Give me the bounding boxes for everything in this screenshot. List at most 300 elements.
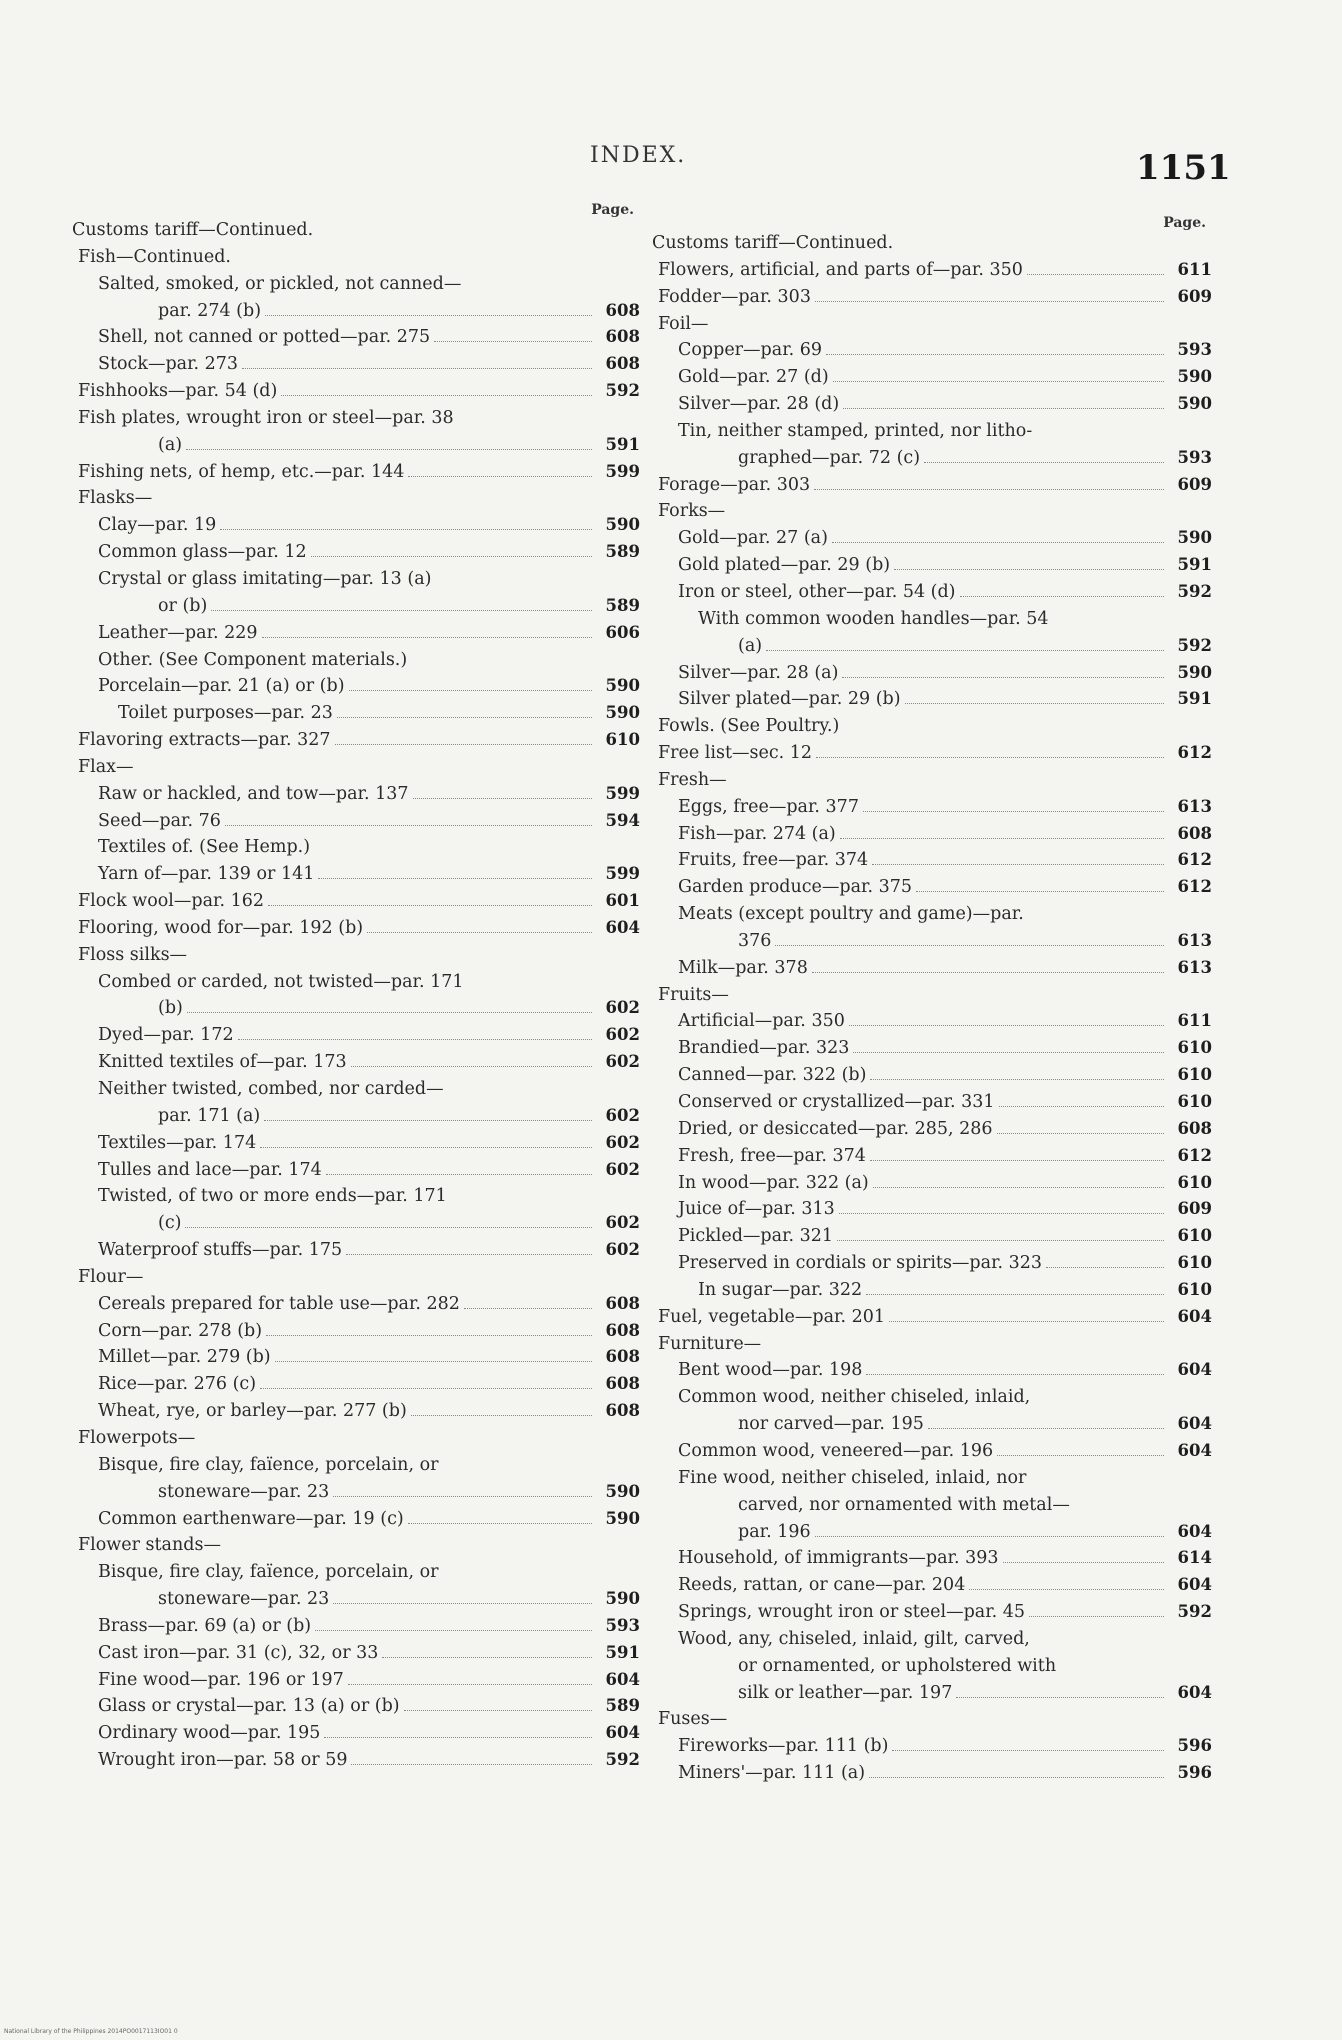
- index-entry-text: Fishhooks—par. 54 (d): [78, 381, 278, 402]
- index-entry: [652, 1465, 1212, 1492]
- dot-leader: [889, 1320, 1164, 1322]
- dot-leader: [337, 716, 592, 718]
- index-entry-text: Wrought iron—par. 58 or 59: [98, 1750, 348, 1771]
- index-entry-page: 589: [605, 595, 640, 615]
- index-entry-text: Combed or carded, not twisted—par. 171: [98, 971, 464, 992]
- index-entry-page: 608: [605, 354, 640, 374]
- dot-leader: [211, 609, 592, 611]
- index-entry-text: Fruits—: [658, 984, 729, 1005]
- dot-leader: [1003, 1561, 1164, 1563]
- index-entry: [652, 606, 1212, 633]
- index-entry-text: Copper—par. 69: [678, 340, 823, 361]
- index-entry-text: Fresh, free—par. 374: [678, 1145, 866, 1166]
- index-entry: [72, 593, 640, 620]
- index-entries: [652, 218, 1212, 1787]
- index-entry-text: Iron or steel, other—par. 54 (d): [678, 581, 956, 602]
- index-entry: [652, 230, 1212, 257]
- index-entry: [72, 217, 640, 244]
- index-entry-page: 608: [605, 1320, 640, 1340]
- index-entry: [72, 324, 640, 351]
- index-entry-page: 599: [605, 864, 640, 884]
- index-entry: [652, 1062, 1212, 1089]
- index-entry-page: 592: [1177, 1602, 1212, 1622]
- dot-leader: [840, 837, 1164, 839]
- dot-leader: [866, 1293, 1164, 1295]
- index-entry: [72, 485, 640, 512]
- index-entry-text: or ornamented, or upholstered with: [738, 1655, 1057, 1676]
- index-entry-text: Garden produce—par. 375: [678, 877, 913, 898]
- index-entry-text: Gold—par. 27 (a): [678, 528, 828, 549]
- index-entry-text: Free list—sec. 12: [658, 743, 813, 764]
- index-entry-text: Fuel, vegetable—par. 201: [658, 1306, 886, 1327]
- index-entry: [72, 378, 640, 405]
- index-entry-text: Canned—par. 322 (b): [678, 1065, 867, 1086]
- index-entry: [652, 1706, 1212, 1733]
- index-entry: [72, 1183, 640, 1210]
- index-entry-page: 591: [605, 1642, 640, 1662]
- index-entry-text: Seed—par. 76: [98, 810, 221, 831]
- index-entry: [652, 284, 1212, 311]
- index-entry-text: Toilet purposes—par. 23: [118, 703, 333, 724]
- dot-leader: [916, 890, 1164, 892]
- index-entry: [652, 713, 1212, 740]
- index-entry: [72, 1720, 640, 1747]
- index-entry-text: Customs tariff—Continued.: [652, 233, 894, 253]
- index-entry-text: Ordinary wood—par. 195: [98, 1723, 321, 1744]
- dot-leader: [853, 1051, 1164, 1053]
- index-entry: [652, 928, 1212, 955]
- dot-leader: [264, 1119, 592, 1121]
- index-entry: [72, 781, 640, 808]
- index-entry: [72, 969, 640, 996]
- dot-leader: [814, 488, 1164, 490]
- index-column-right: [652, 215, 1212, 1787]
- index-entry-page: 604: [605, 1669, 640, 1689]
- index-entry-page: 608: [605, 300, 640, 320]
- index-entry-text: Springs, wrought iron or steel—par. 45: [678, 1602, 1026, 1623]
- dot-leader: [1029, 1615, 1164, 1617]
- dot-leader: [311, 555, 592, 557]
- index-entry-text: Foil—: [658, 313, 709, 334]
- index-entry-page: 608: [1177, 1118, 1212, 1138]
- dot-leader: [266, 1334, 592, 1336]
- index-entry-text: Flock wool—par. 162: [78, 891, 264, 912]
- dot-leader: [413, 797, 592, 799]
- index-entry-text: Pickled—par. 321: [678, 1226, 834, 1247]
- index-entry: [652, 391, 1212, 418]
- dot-leader: [187, 1011, 592, 1013]
- index-entry-text: Fuses—: [658, 1709, 728, 1730]
- index-entry: [652, 821, 1212, 848]
- dot-leader: [281, 394, 592, 396]
- index-entry-page: 604: [1177, 1306, 1212, 1326]
- index-entry-text: Cereals prepared for table use—par. 282: [98, 1293, 460, 1314]
- index-entry: [72, 1237, 640, 1264]
- index-entry-page: 614: [1177, 1548, 1212, 1568]
- index-entry-page: 589: [605, 542, 640, 562]
- dot-leader: [894, 568, 1164, 570]
- index-entry: [72, 1344, 640, 1371]
- index-entry: [652, 1760, 1212, 1787]
- index-entry: [652, 1626, 1212, 1653]
- index-entry-page: 599: [605, 461, 640, 481]
- index-entry-page: 591: [1177, 555, 1212, 575]
- index-entry-page: 604: [1177, 1575, 1212, 1595]
- index-entry: [72, 1747, 640, 1774]
- dot-leader: [997, 1454, 1164, 1456]
- index-entry-text: Fish—Continued.: [78, 246, 231, 267]
- dot-leader: [775, 944, 1164, 946]
- index-entry-text: (c): [158, 1213, 182, 1234]
- index-entry: [652, 1733, 1212, 1760]
- index-entry-text: Rice—par. 276 (c): [98, 1374, 257, 1395]
- running-head: INDEX.: [590, 143, 687, 168]
- index-entry: [72, 432, 640, 459]
- index-entry: [72, 1586, 640, 1613]
- index-entry-page: 604: [1177, 1360, 1212, 1380]
- index-entry-text: Clay—par. 19: [98, 515, 217, 536]
- index-entry: [652, 525, 1212, 552]
- dot-leader: [351, 1763, 592, 1765]
- index-entry: [652, 1304, 1212, 1331]
- index-entry-page: 602: [605, 998, 640, 1018]
- index-entry-text: Waterproof stuffs—par. 175: [98, 1240, 343, 1261]
- index-entry-page: 596: [1177, 1763, 1212, 1783]
- index-entry: [72, 861, 640, 888]
- dot-leader: [832, 541, 1164, 543]
- index-entry: [652, 1599, 1212, 1626]
- dot-leader: [348, 1683, 592, 1685]
- index-entry-text: Stock—par. 273: [98, 354, 239, 375]
- index-entry-text: Twisted, of two or more ends—par. 171: [98, 1186, 447, 1207]
- index-entry: [72, 1693, 640, 1720]
- dot-leader: [408, 475, 592, 477]
- dot-leader: [826, 353, 1164, 355]
- index-entry-page: 592: [1177, 635, 1212, 655]
- index-entry: [72, 1479, 640, 1506]
- index-entry-text: Salted, smoked, or pickled, not canned—: [98, 273, 462, 294]
- dot-leader: [960, 595, 1164, 597]
- index-entry: [652, 847, 1212, 874]
- index-entry-text: (a): [738, 635, 763, 656]
- index-entry-text: Wheat, rye, or barley—par. 277 (b): [98, 1401, 407, 1422]
- index-entry-page: 596: [1177, 1736, 1212, 1756]
- dot-leader: [905, 702, 1164, 704]
- index-entry-page: 604: [605, 1723, 640, 1743]
- dot-leader: [866, 1373, 1164, 1375]
- dot-leader: [1046, 1266, 1164, 1268]
- index-entry: [72, 1532, 640, 1559]
- index-entry: [72, 834, 640, 861]
- index-entry-text: Milk—par. 378: [678, 957, 808, 978]
- index-entry-page: 594: [605, 810, 640, 830]
- index-entry-page: 592: [605, 381, 640, 401]
- index-entry-page: 602: [605, 1052, 640, 1072]
- index-entry-text: Flasks—: [78, 488, 153, 509]
- index-entry-text: Common earthenware—par. 19 (c): [98, 1508, 404, 1529]
- index-entry-text: Gold—par. 27 (d): [678, 367, 829, 388]
- index-entry: [72, 1452, 640, 1479]
- index-entry-page: 612: [1177, 743, 1212, 763]
- dot-leader: [238, 1038, 592, 1040]
- index-entry: [72, 673, 640, 700]
- dot-leader: [464, 1307, 592, 1309]
- index-entry: [72, 298, 640, 325]
- index-entry-page: 592: [1177, 581, 1212, 601]
- index-entry-page: 590: [1177, 528, 1212, 548]
- index-entry: [72, 942, 640, 969]
- index-entry: [72, 512, 640, 539]
- index-entry-text: Brandied—par. 323: [678, 1038, 850, 1059]
- dot-leader: [766, 649, 1164, 651]
- index-entry-text: Porcelain—par. 21 (a) or (b): [98, 676, 345, 697]
- index-entry: [72, 1210, 640, 1237]
- index-entry-text: Brass—par. 69 (a) or (b): [98, 1615, 312, 1636]
- index-entry: [72, 620, 640, 647]
- index-entry: [652, 1545, 1212, 1572]
- index-entry: [652, 955, 1212, 982]
- index-entry-text: Customs tariff—Continued.: [72, 220, 314, 240]
- index-entry: [72, 1157, 640, 1184]
- index-entry-text: Shell, not canned or potted—par. 275: [98, 327, 431, 348]
- index-entry-text: Fine wood—par. 196 or 197: [98, 1669, 344, 1690]
- index-entry-text: Silver—par. 28 (a): [678, 662, 839, 683]
- index-entry-text: Household, of immigrants—par. 393: [678, 1548, 999, 1569]
- index-entry: [652, 1277, 1212, 1304]
- index-entry-text: Flowerpots—: [78, 1427, 196, 1448]
- index-entry: [652, 1653, 1212, 1680]
- index-entry: [72, 1264, 640, 1291]
- dot-leader: [318, 877, 592, 879]
- index-entry-text: Dried, or desiccated—par. 285, 286: [678, 1118, 993, 1139]
- index-entry-text: Common wood, neither chiseled, inlaid,: [678, 1387, 1031, 1408]
- index-entry: [72, 1291, 640, 1318]
- dot-leader: [349, 689, 592, 691]
- index-entry: [72, 808, 640, 835]
- dot-leader: [262, 636, 592, 638]
- index-entry-text: Floss silks—: [78, 944, 188, 965]
- index-entry-page: 606: [605, 622, 640, 642]
- index-entry-text: Corn—par. 278 (b): [98, 1320, 263, 1341]
- index-entry-text: Fishing nets, of hemp, etc.—par. 144: [78, 461, 405, 482]
- index-entry-page: 612: [1177, 1145, 1212, 1165]
- index-entry-text: (a): [158, 434, 183, 455]
- dot-leader: [956, 1696, 1164, 1698]
- index-entry-text: Silver plated—par. 29 (b): [678, 689, 901, 710]
- dot-leader: [872, 863, 1164, 865]
- index-entry: [652, 686, 1212, 713]
- index-entry-text: Dyed—par. 172: [98, 1025, 234, 1046]
- index-entry: [652, 552, 1212, 579]
- index-entry-page: 604: [1177, 1414, 1212, 1434]
- index-entry-text: Fresh—: [658, 769, 727, 790]
- dot-leader: [326, 1173, 592, 1175]
- index-entry-text: Millet—par. 279 (b): [98, 1347, 271, 1368]
- index-entry: [652, 498, 1212, 525]
- index-entry: [72, 1559, 640, 1586]
- dot-leader: [837, 1239, 1164, 1241]
- dot-leader: [969, 1588, 1164, 1590]
- index-entry-text: Flooring, wood for—par. 192 (b): [78, 917, 364, 938]
- index-entry-page: 602: [605, 1213, 640, 1233]
- index-entry-text: Wood, any, chiseled, inlaid, gilt, carved,: [678, 1628, 1030, 1649]
- index-entry: [652, 1438, 1212, 1465]
- index-entry-text: carved, nor ornamented with metal—: [738, 1494, 1070, 1515]
- index-entry-page: 611: [1177, 259, 1212, 279]
- index-entry: [652, 257, 1212, 284]
- index-entry-text: Raw or hackled, and tow—par. 137: [98, 783, 409, 804]
- index-entry: [652, 767, 1212, 794]
- index-entry: [652, 364, 1212, 391]
- dot-leader: [842, 676, 1164, 678]
- index-entry-text: Tulles and lace—par. 174: [98, 1159, 322, 1180]
- index-entry: [652, 1143, 1212, 1170]
- dot-leader: [367, 931, 592, 933]
- index-entry: [72, 1130, 640, 1157]
- dot-leader: [268, 904, 592, 906]
- dot-leader: [812, 971, 1164, 973]
- index-entry-page: 590: [1177, 394, 1212, 414]
- index-entry: [652, 579, 1212, 606]
- dot-leader: [1027, 273, 1164, 275]
- index-entry: [72, 995, 640, 1022]
- index-entry: [652, 901, 1212, 928]
- index-entry: [72, 700, 640, 727]
- index-entry: [72, 754, 640, 781]
- index-entry-page: 602: [605, 1159, 640, 1179]
- index-entry: [72, 1076, 640, 1103]
- index-entry: [72, 405, 640, 432]
- index-entry-text: Eggs, free—par. 377: [678, 796, 859, 817]
- index-entry-text: Flower stands—: [78, 1535, 221, 1556]
- index-entry-text: With common wooden handles—par. 54: [698, 608, 1049, 629]
- index-entry: [652, 311, 1212, 338]
- index-entry-page: 609: [1177, 1199, 1212, 1219]
- index-entry-text: Fine wood, neither chiseled, inlaid, nor: [678, 1467, 1027, 1488]
- dot-leader: [833, 380, 1164, 382]
- dot-leader: [220, 528, 592, 530]
- index-entry: [652, 740, 1212, 767]
- index-entry: [72, 727, 640, 754]
- index-entry-page: 590: [605, 676, 640, 696]
- index-entry-page: 602: [605, 1025, 640, 1045]
- dot-leader: [333, 1495, 592, 1497]
- index-entry: [72, 1640, 640, 1667]
- index-entry-text: Fireworks—par. 111 (b): [678, 1736, 889, 1757]
- index-entry-text: Common glass—par. 12: [98, 542, 307, 563]
- index-entry-page: 591: [605, 434, 640, 454]
- index-entry-text: Fish—par. 274 (a): [678, 823, 836, 844]
- dot-leader: [999, 1105, 1164, 1107]
- index-column-left: [72, 202, 640, 1774]
- index-entry-text: Yarn of—par. 139 or 141: [98, 864, 315, 885]
- dot-leader: [351, 1065, 592, 1067]
- dot-leader: [892, 1749, 1164, 1751]
- index-entry: [72, 647, 640, 674]
- index-entry-text: Crystal or glass imitating—par. 13 (a): [98, 568, 432, 589]
- index-entry-page: 608: [1177, 823, 1212, 843]
- dot-leader: [869, 1776, 1164, 1778]
- index-entry-page: 602: [605, 1105, 640, 1125]
- index-entry-text: Fodder—par. 303: [658, 286, 811, 307]
- index-entries: [72, 205, 640, 1774]
- index-entry-page: 590: [605, 1589, 640, 1609]
- dot-leader: [816, 756, 1164, 758]
- index-entry-text: Fruits, free—par. 374: [678, 850, 869, 871]
- index-entry-page: 604: [1177, 1682, 1212, 1702]
- dot-leader: [924, 461, 1164, 463]
- index-entry-page: 590: [1177, 662, 1212, 682]
- index-entry: [652, 1116, 1212, 1143]
- index-entry-text: In wood—par. 322 (a): [678, 1172, 869, 1193]
- index-entry-text: Artificial—par. 350: [678, 1011, 845, 1032]
- index-entry: [72, 888, 640, 915]
- scan-credit: National Library of the Philippines 2014PO0017113IO01 0: [4, 2028, 178, 2035]
- dot-leader: [863, 810, 1164, 812]
- index-entry-text: stoneware—par. 23: [158, 1589, 330, 1610]
- index-entry-text: Flour—: [78, 1266, 144, 1287]
- page-number: 1151: [1136, 148, 1231, 188]
- dot-leader: [997, 1132, 1164, 1134]
- index-entry-page: 590: [605, 515, 640, 535]
- index-entry-page: 601: [605, 891, 640, 911]
- index-entry: [72, 351, 640, 378]
- index-entry-text: par. 171 (a): [158, 1105, 261, 1126]
- index-entry: [652, 794, 1212, 821]
- index-entry-page: 593: [1177, 447, 1212, 467]
- dot-leader: [335, 743, 592, 745]
- index-entry: [652, 982, 1212, 1009]
- index-entry-page: 589: [605, 1696, 640, 1716]
- dot-leader: [815, 300, 1164, 302]
- index-entry-text: Knitted textiles of—par. 173: [98, 1052, 347, 1073]
- page-column-label: Page.: [591, 202, 634, 218]
- dot-leader: [849, 1024, 1164, 1026]
- index-entry-text: Fowls. (See Poultry.): [658, 716, 840, 737]
- index-entry-page: 610: [1177, 1172, 1212, 1192]
- index-entry-page: 608: [605, 1374, 640, 1394]
- index-entry-text: nor carved—par. 195: [738, 1414, 924, 1435]
- index-entry: [652, 1680, 1212, 1707]
- index-entry-text: stoneware—par. 23: [158, 1481, 330, 1502]
- index-entry-page: 604: [1177, 1521, 1212, 1541]
- index-entry-text: Textiles of. (See Hemp.): [98, 837, 311, 858]
- dot-leader: [265, 314, 592, 316]
- dot-leader: [260, 1387, 592, 1389]
- index-entry: [652, 660, 1212, 687]
- index-entry: [652, 1196, 1212, 1223]
- index-entry: [652, 1035, 1212, 1062]
- index-entry-text: (b): [158, 998, 183, 1019]
- dot-leader: [928, 1427, 1164, 1429]
- index-entry: [72, 1425, 640, 1452]
- index-entry-page: 609: [1177, 286, 1212, 306]
- index-entry: [72, 1049, 640, 1076]
- index-entry-page: 599: [605, 783, 640, 803]
- index-entry: [652, 1411, 1212, 1438]
- dot-leader: [382, 1656, 592, 1658]
- index-entry-page: 591: [1177, 689, 1212, 709]
- index-entry: [72, 271, 640, 298]
- index-entry: [72, 1398, 640, 1425]
- index-entry-page: 590: [605, 1481, 640, 1501]
- index-entry-text: Bisque, fire clay, faïence, porcelain, or: [98, 1562, 439, 1583]
- index-entry-text: Bent wood—par. 198: [678, 1360, 863, 1381]
- index-entry-text: Reeds, rattan, or cane—par. 204: [678, 1575, 966, 1596]
- index-entry: [652, 1089, 1212, 1116]
- index-entry-text: or (b): [158, 595, 208, 616]
- index-entry-text: Juice of—par. 313: [678, 1199, 835, 1220]
